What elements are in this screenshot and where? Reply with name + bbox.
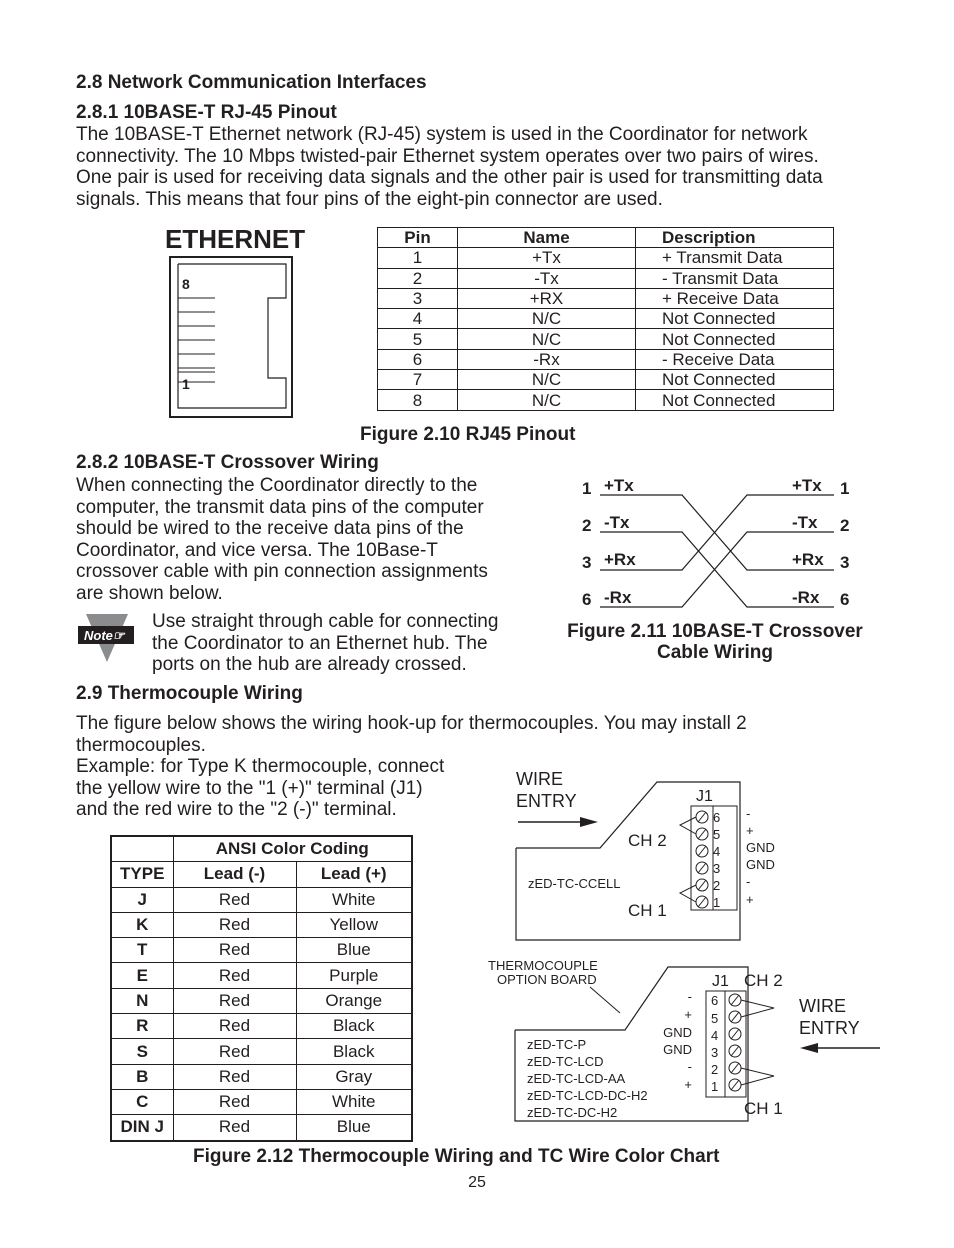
cell: Not Connected [636,329,834,349]
cell: White [296,1089,412,1114]
signal-labels [746,806,775,907]
section-heading-2-8: 2.8 Network Communication Interfaces [76,72,427,93]
left-pin-signal: +Tx [604,476,634,495]
cell: 1 [378,248,458,268]
left-pin-signal: +Rx [604,550,636,569]
cell: Orange [296,988,412,1013]
right-pin-signal: +Tx [792,476,822,495]
cell: Red [173,1064,296,1089]
paragraph-rj45 [76,124,823,210]
paragraph-crossover [76,475,488,604]
cell: K [111,912,173,937]
cell: 3 [378,288,458,308]
caption-line: Cable Wiring [657,642,773,663]
header-type: TYPE [111,862,173,887]
j1-label: J1 [696,788,713,805]
terminal-num: 6 [713,810,721,825]
connector-pins [178,298,215,382]
note-text [152,611,498,676]
signal-label: - [746,874,751,889]
ch1-label: CH 1 [744,1099,783,1118]
cell: 4 [378,309,458,329]
terminal-numbers [713,810,720,910]
cell: Not Connected [636,390,834,410]
wire-entry-label: WIRE [516,769,563,789]
wire-entry-label: ENTRY [799,1018,860,1038]
table-row [111,1014,412,1039]
cell: Not Connected [636,309,834,329]
terminal-num: 3 [711,1045,719,1060]
paragraph-line: the yellow wire to the "1 (+)" terminal (J1) [76,777,423,799]
signal-labels [663,989,692,1092]
right-pin-num: 6 [840,590,850,609]
table-row [378,370,834,390]
tc-option-board-diagram [480,955,890,1125]
cell: N [111,988,173,1013]
table-header-row [378,228,834,248]
left-pin-num: 6 [582,590,592,609]
paragraph-line: When connecting the Coordinator directly to the [76,475,478,496]
table-row [111,1115,412,1141]
cell: 2 [378,268,458,288]
cell: - Transmit Data [636,268,834,288]
paragraph-line: crossover cable with pin connection assignments [76,561,488,582]
paragraph-line: One pair is used for receiving data signals and the other pair is used for transmitting data [76,167,823,188]
cell: N/C [458,329,636,349]
terminal-num: 1 [711,1079,719,1094]
right-pin-signal: -Tx [792,513,818,532]
caption-line: Figure 2.11 10BASE-T Crossover [567,621,863,642]
cell: +Tx [458,248,636,268]
signal-label: + [684,1077,692,1092]
terminal-num: 6 [711,993,719,1008]
connector-socket [178,264,286,408]
cell: + Transmit Data [636,248,834,268]
right-pin-num: 3 [840,553,850,572]
terminal-screws [680,811,708,908]
table-row [378,288,834,308]
cell: Red [173,988,296,1013]
section-heading-2-8-1: 2.8.1 10BASE-T RJ-45 Pinout [76,102,337,123]
cell: 5 [378,329,458,349]
note-icon [76,612,138,666]
figure-2-12-caption: Figure 2.12 Thermocouple Wiring and TC Wire Color Chart [193,1146,720,1167]
paragraph-line: Coordinator, and vice versa. The 10Base-T [76,539,438,561]
cell: 6 [378,349,458,369]
table-title-row [111,836,412,862]
cell: Blue [296,938,412,963]
header-lead-pos: Lead (+) [296,862,412,887]
model-label: zED-TC-DC-H2 [527,1105,618,1120]
cell: + Receive Data [636,288,834,308]
arrow-head [800,1043,818,1053]
signal-label: - [687,989,692,1004]
terminal-numbers [711,993,718,1094]
signal-label: - [687,1059,692,1074]
cell: - Receive Data [636,349,834,369]
model-label: zED-TC-CCELL [528,876,621,891]
table-row [378,329,834,349]
cell: Red [173,1089,296,1114]
model-label: zED-TC-LCD-AA [527,1071,626,1086]
table-row [111,1089,412,1114]
note-badge: Note☞ [84,628,125,643]
cell: Black [296,1039,412,1064]
paragraph-line: The 10BASE-T Ethernet network (RJ-45) system is used in the Coordinator for network [76,124,808,145]
terminal-num: 2 [711,1062,719,1077]
ch1-label: CH 1 [628,901,667,920]
crossover-diagram [572,470,862,615]
cell: N/C [458,309,636,329]
left-pin-num: 2 [582,516,592,535]
signal-label: + [746,823,754,838]
table-row [378,390,834,410]
model-label: zED-TC-P [527,1037,587,1052]
pinout-table [377,227,834,411]
cell: DIN J [111,1115,173,1141]
signal-label: + [746,892,754,907]
table-row [111,912,412,937]
table-row [111,963,412,988]
left-pin-signal: -Rx [604,588,632,607]
right-pin-signal: -Rx [792,588,820,607]
note-line: the Coordinator to an Ethernet hub. The [152,632,488,654]
cell: 8 [378,390,458,410]
terminal-num: 4 [711,1028,719,1043]
cell: -Tx [458,268,636,288]
note-line: Use straight through cable for connecting [152,611,499,632]
terminal-num: 3 [713,861,721,876]
table-row [111,1039,412,1064]
signal-label: GND [663,1025,692,1040]
header-pin: Pin [378,228,458,248]
wire-entry-label: WIRE [799,996,846,1016]
board-pointer [590,987,620,1013]
ansi-title: ANSI Color Coding [173,836,412,862]
pin-8-label: 8 [182,276,190,292]
cell: T [111,938,173,963]
right-pin-num: 1 [840,479,850,498]
cell: Not Connected [636,370,834,390]
cell: Red [173,938,296,963]
right-pin-num: 2 [840,516,850,535]
terminal-num: 5 [711,1011,719,1026]
table-row [111,938,412,963]
cell: Red [173,1115,296,1141]
empty-cell [111,836,173,862]
ansi-color-table [110,835,413,1142]
cell: Yellow [296,912,412,937]
terminal-num: 4 [713,844,721,859]
table-row [378,268,834,288]
tc-ccell-diagram [510,762,810,942]
cell: N/C [458,390,636,410]
header-description: Description [636,228,834,248]
cell: R [111,1014,173,1039]
cell: 7 [378,370,458,390]
paragraph-line: Example: for Type K thermocouple, connect [76,756,445,777]
terminal-num: 5 [713,827,721,842]
cell: E [111,963,173,988]
signal-label: GND [663,1042,692,1057]
paragraph-line: signals. This means that four pins of the eight-pin connector are used. [76,188,663,210]
cell: +RX [458,288,636,308]
terminal-num: 1 [713,895,721,910]
board-title: THERMOCOUPLE [488,958,598,973]
paragraph-line: thermocouples. [76,734,206,756]
header-name: Name [458,228,636,248]
ethernet-label: ETHERNET [165,224,305,254]
ch2-label: CH 2 [744,971,783,990]
arrow-head [580,817,598,827]
model-label: zED-TC-LCD-DC-H2 [527,1088,648,1103]
table-row [111,887,412,912]
wire-entry-label: ENTRY [516,791,577,811]
section-heading-2-8-2: 2.8.2 10BASE-T Crossover Wiring [76,452,379,473]
left-pin-signal: -Tx [604,513,630,532]
j1-label: J1 [712,973,729,990]
left-pin-num: 3 [582,553,592,572]
cell: N/C [458,370,636,390]
section-heading-2-9: 2.9 Thermocouple Wiring [76,683,303,704]
cell: B [111,1064,173,1089]
paragraph-line: should be wired to the receive data pins of the [76,518,464,539]
cell: Purple [296,963,412,988]
paragraph-line: connectivity. The 10 Mbps twisted-pair Ethernet system operates over two pairs of wires. [76,145,819,167]
cell: Blue [296,1115,412,1141]
paragraph-line: are shown below. [76,582,223,604]
model-list [527,1037,648,1120]
table-header-row [111,862,412,887]
signal-label: GND [746,857,775,872]
page-number: 25 [468,1174,486,1191]
signal-label: GND [746,840,775,855]
note-line: ports on the hub are already crossed. [152,654,467,675]
figure-2-10-caption: Figure 2.10 RJ45 Pinout [360,424,576,445]
right-pin-signal: +Rx [792,550,824,569]
table-row [111,988,412,1013]
table-row [378,248,834,268]
board-title: OPTION BOARD [497,972,597,987]
terminal-screws [729,994,774,1091]
cell: C [111,1089,173,1114]
pin-1-label: 1 [182,376,190,392]
table-row [111,1064,412,1089]
cell: Black [296,1014,412,1039]
terminal-num: 2 [713,878,721,893]
signal-label: + [684,1007,692,1022]
cell: S [111,1039,173,1064]
signal-label: - [746,806,751,821]
cell: White [296,887,412,912]
header-lead-neg: Lead (-) [173,862,296,887]
paragraph-line: and the red wire to the "2 (-)" terminal. [76,799,397,820]
table-row [378,349,834,369]
cell: Red [173,1014,296,1039]
cell: -Rx [458,349,636,369]
table-row [378,309,834,329]
cell: J [111,887,173,912]
ch2-label: CH 2 [628,831,667,850]
ethernet-connector-diagram [160,222,305,420]
cell: Red [173,963,296,988]
cell: Red [173,912,296,937]
paragraph-line: computer, the transmit data pins of the computer [76,496,484,518]
figure-2-11-caption [545,621,885,663]
cell: Gray [296,1064,412,1089]
model-label: zED-TC-LCD [527,1054,604,1069]
cell: Red [173,887,296,912]
left-pin-num: 1 [582,479,592,498]
cell: Red [173,1039,296,1064]
paragraph-line: The figure below shows the wiring hook-up for thermocouples. You may install 2 [76,713,747,734]
